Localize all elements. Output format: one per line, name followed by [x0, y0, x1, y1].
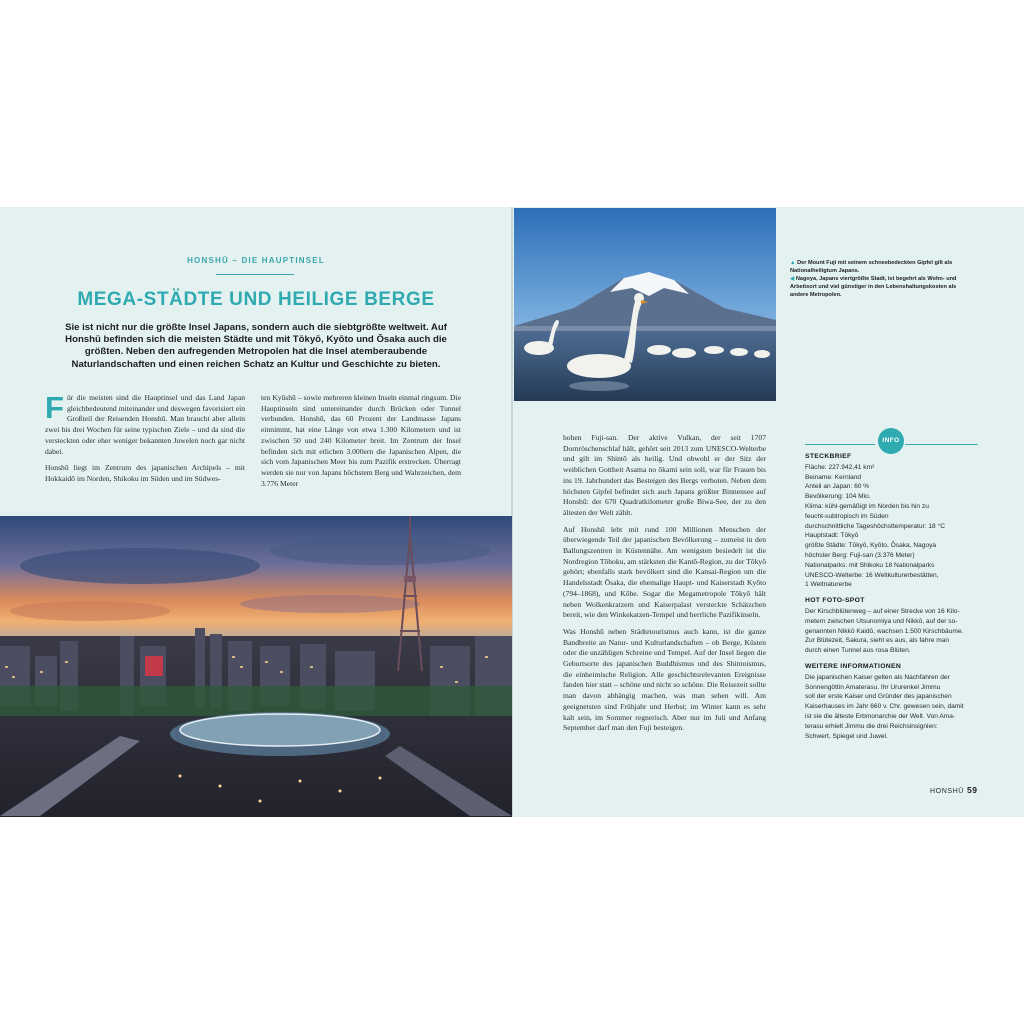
photo-captions [790, 259, 960, 299]
hot-foto-spot-row: Zur Blütezeit, Sakura, sieht es aus, als fahre man [805, 637, 950, 645]
page-folio [930, 785, 978, 795]
steckbrief-row: Nationalparks: mit Shikoku 18 Nationalparks [805, 561, 935, 569]
section-kicker: HONSHŪ – DIE HAUPTINSEL [187, 256, 325, 265]
hot-foto-spot-row: durch einen Tunnel aus rosa Blüten. [805, 647, 911, 655]
mount-fuji-swans-photo [514, 208, 776, 401]
weitere-row: Kaiserhauses im Jahr 660 v. Chr. gewesen sein, damit [805, 703, 964, 711]
body-paragraph: ür die meisten sind die Hauptinsel und das Land Japan gleichbedeutend miteinander und deswegen favorisiert ein Großteil der Reisenden Honshū. Man braucht aber allein zwei bis drei Wochen für seine typischen Ziele – und da sind die versteckten oder eher weniger bekannten Juwelen noch gar nicht dabei. [45, 393, 245, 456]
hot-foto-spot-title: HOT FOTO-SPOT [805, 597, 865, 605]
hot-foto-spot-row: Der Kirschblütenweg – auf einer Strecke von 16 Kilo- [805, 607, 960, 615]
hot-foto-spot-section [805, 596, 980, 656]
body-column-2 [261, 393, 461, 495]
info-divider-left [805, 444, 875, 445]
info-box [805, 452, 980, 747]
lead-paragraph: Sie ist nicht nur die größte Insel Japans, sondern auch die siebtgrößte weltweit. Auf Honshū befinden sich die meisten Städte und mit Tōkyō, Kyōto und Ōsaka auch die größten. Neben den aufregenden Metropolen hat die Insel atemberaubende Naturlandschaften und einen reichen Schatz an Kultur und Geschichte zu bieten. [65, 322, 447, 370]
nagoya-city-photo [0, 516, 512, 817]
weitere-informationen-section [805, 662, 980, 741]
steckbrief-section [805, 452, 980, 590]
caption-nagoya: Nagoya, Japans viertgrößte Stadt, ist begehrt als Wohn- und Arbeitsort und viel günstiger in den Lebenshaltungskosten als andere Metropolen. [790, 276, 957, 298]
dropcap-letter: F [45, 390, 64, 425]
weitere-informationen-title: WEITERE INFORMATIONEN [805, 662, 902, 670]
steckbrief-row: Klima: kühl-gemäßigt im Norden bis hin zu [805, 502, 929, 510]
steckbrief-row: höchster Berg: Fuji-san (3.376 Meter) [805, 551, 915, 559]
page-headline: MEGA-STÄDTE UND HEILIGE BERGE [77, 289, 435, 310]
hot-foto-spot-row: metern zwischen Utsunomiya und Nikkō, auf der so- [805, 617, 958, 625]
body-paragraph: ten Kyūshū – sowie mehreren kleinen Inseln einmal ringsum. Die Hauptinseln sind untereinander durch Brücken oder Tunnel verbunden. Honshū, das 60 Prozent der Landmasse Japans einnimmt, hat eine Länge von etwa 1.300 Kilometern und ist zwischen 50 und 240 Kilometer breit. Im Zentrum der Insel befinden sich mit etlichen 3.000ern die Japanischen Alpen, die sich vom Japanischen Meer bis zum Pazifik erstrecken. Überragt werden sie nur von Japans höchstem Berg und Wahrzeichen, dem 3.776 Meter [261, 393, 461, 488]
body-column-1 [45, 390, 245, 491]
weitere-row: terasu erhielt Jimmu die drei Reichsinsignien: [805, 722, 938, 730]
info-divider-right [905, 444, 978, 445]
caption-arrow-icon: ◀ [790, 276, 796, 282]
steckbrief-row: Anteil an Japan: 60 % [805, 483, 870, 491]
caption-fuji: Der Mount Fuji mit seinem schneebedeckten Gipfel gilt als Nationalheiligtum Japans. [790, 260, 953, 274]
body-column-3 [563, 433, 766, 740]
body-paragraph: Honshū liegt im Zentrum des japanischen Archipels – mit Hokkaidō im Norden, Shikoku im Süden und im Südwes- [45, 463, 245, 483]
weitere-row: Die japanischen Kaiser gelten als Nachfahren der [805, 673, 950, 681]
info-badge: INFO [878, 428, 904, 454]
steckbrief-row: durchschnittliche Tageshöchsttemperatur: 18 °C [805, 522, 945, 530]
weitere-row: soll der erste Kaiser und Gründer des japanischen [805, 693, 952, 701]
steckbrief-row: feucht-subtropisch im Süden [805, 512, 889, 520]
kicker-divider [216, 274, 294, 275]
page-number: 59 [966, 785, 978, 795]
folio-label: HONSHŪ [930, 788, 964, 795]
body-paragraph: Was Honshū neben Städtetourismus auch kann, ist die ganze Bandbreite an Natur- und Kulturlandschaften – ob Berge, Küsten oder die unzähligen Schreine und Tempel. Auf der Insel liegen die Geburtsorte des japanischen Buddhismus und des Shintoismus, die einheimische Religion. Alle geschichtsrelevanten Ereignisse fanden hier statt – schöne und nicht so schöne. Die Reisezeit sollte man davon abhängig machen, was man sehen will. Am geeignetsten sind Frühjahr und Herbst; im Winter kann es sehr kalt sein, im Sommer regnerisch. Aber nur im Juli und Anfang September darf man den Fuji besteigen. [563, 626, 766, 733]
weitere-row: Sonnengöttin Amaterasu. Ihr Ururenkel Jimmu [805, 683, 941, 691]
steckbrief-row: Fläche: 227.942,41 km² [805, 463, 875, 471]
hot-foto-spot-row: genannten Nikkō Kaidō, wachsen 1.500 Kirschbäume. [805, 627, 964, 635]
steckbrief-row: Bevölkerung: 104 Mio. [805, 493, 871, 501]
body-paragraph: Auf Honshū lebt mit rund 100 Millionen Menschen der überwiegende Teil der japanischen Bevölkerung – zumeist in den Ballungszentren in Küstennähe. Am wenigsten besiedelt ist die Nordregion Tōhoku, am stärksten die Kantō-Region, zu der Tōkyō gehört; ebenfalls stark bevölkert sind die Kansai-Region um die Handelsstadt Ōsaka, die ehemalige Haupt- und Kaiserstadt Kyōto (794–1868), und Kōbe. Sogar die Megametropole Tōkyō hält neben Wolkenkratzern und Kaiserpalast versteckte Schätzchen bereit, wie den Winkekatzen-Tempel und herrliche Pazifikinseln. [563, 524, 766, 620]
steckbrief-title: STECKBRIEF [805, 453, 852, 460]
weitere-row: Schwert, Spiegel und Juwel. [805, 732, 888, 740]
weitere-row: ist sie die älteste Erbmonarchie der Welt. Von Ama- [805, 712, 956, 720]
body-paragraph: hohen Fuji-san. Der aktive Vulkan, der seit 1707 Dornröschenschlaf hält, gehört seit 2013 zum UNESCO-Welterbe und gilt im Shintō als heilig. Und obwohl er der Sitz der weiblichen Gottheit Asama no ōkami sein soll, war für Frauen bis ins 19. Jahrhundert das Besteigen des Bergs verboten. Neben dem höchsten Gipfel befindet sich auch Japans größter Binnensee auf Honshū: der 670 Quadratkilometer große Biwa-See, der zu den ältesten der Welt zählt. [563, 433, 766, 517]
steckbrief-row: größte Städte: Tōkyō, Kyōto, Ōsaka, Nagoya [805, 542, 937, 550]
steckbrief-row: Hauptstadt: Tōkyō [805, 532, 859, 540]
steckbrief-row: Beiname: Kernland [805, 473, 862, 481]
caption-arrow-icon: ▲ [790, 260, 798, 266]
steckbrief-row: 1 Weltnaturerbe [805, 581, 852, 589]
steckbrief-row: UNESCO-Welterbe: 16 Weltkulturerbestätten, [805, 571, 939, 579]
